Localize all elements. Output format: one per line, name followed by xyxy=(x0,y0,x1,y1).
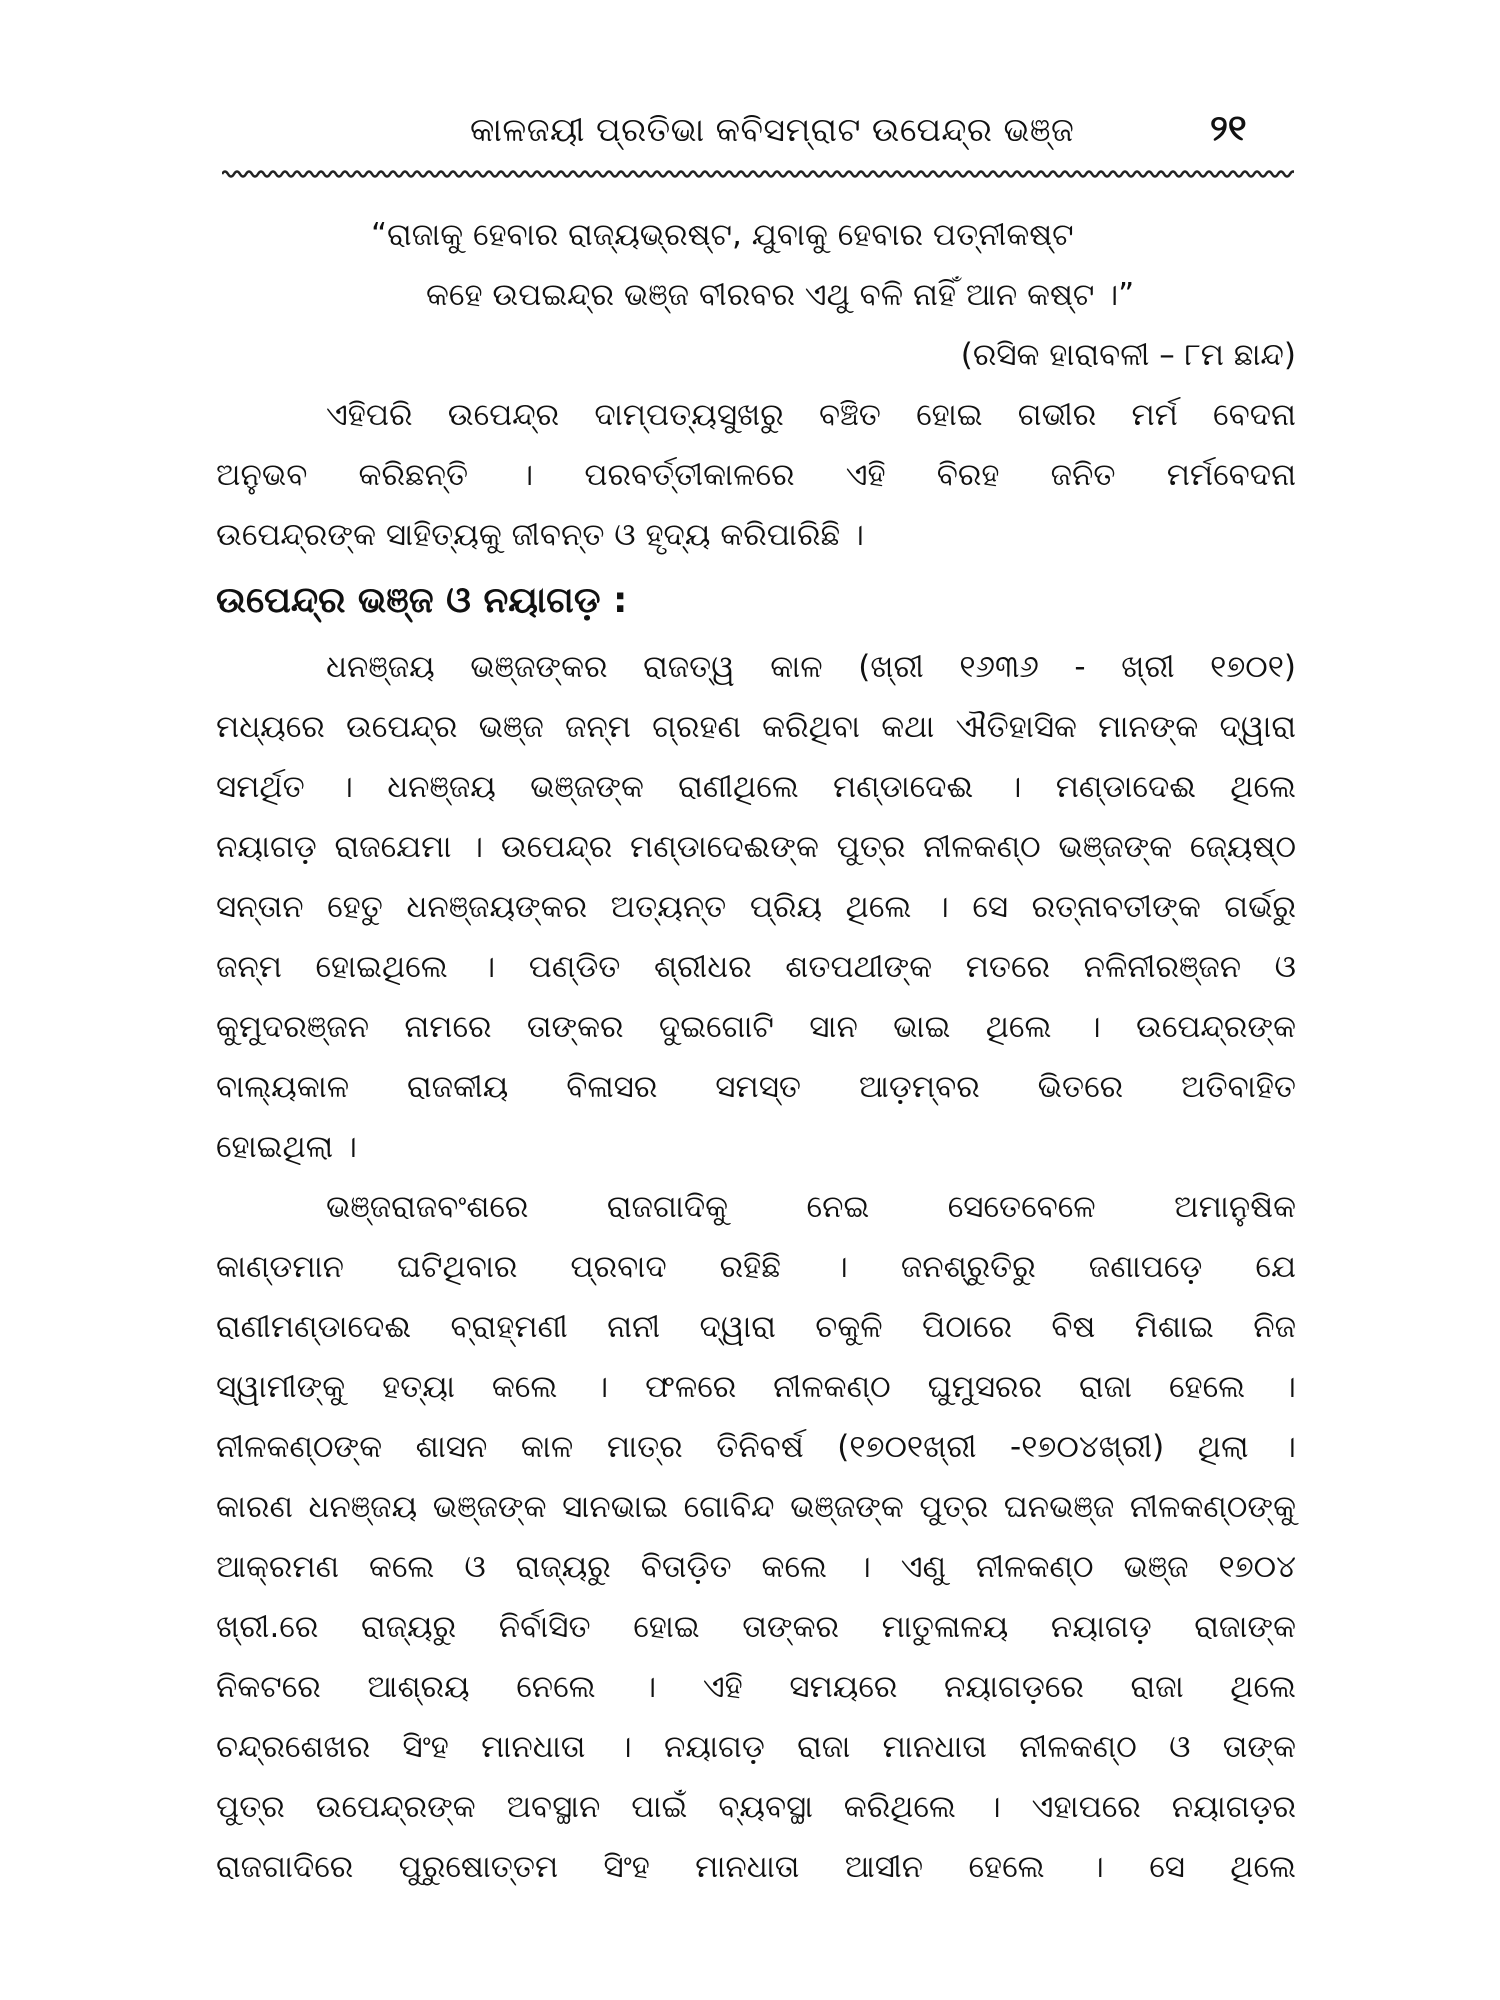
paragraph-line: ଅନୁଭବ କରିଛନ୍ତି । ପରବର୍ତ୍ତୀକାଳରେ ଏହି ବିରହ ଜନିତ ମର୍ମବେଦନା xyxy=(216,457,1296,493)
page-body xyxy=(216,205,1296,1897)
paragraph-line: ମଧ୍ୟରେ ଉପେନ୍ଦ୍ର ଭଞ୍ଜ ଜନ୍ମ ଗ୍ରହଣ କରିଥିବା କଥା ଐତିହାସିକ ମାନଙ୍କ ଦ୍ୱାରା xyxy=(216,709,1296,745)
section-heading: ଉପେନ୍ଦ୍ର ଭଞ୍ଜ ଓ ନୟାଗଡ଼ : xyxy=(216,580,628,621)
paragraph-line: ଖ୍ରୀ.ରେ ରାଜ୍ୟରୁ ନିର୍ବାସିତ ହୋଇ ତାଙ୍କର ମାତୁଳାଳୟ ନୟାଗଡ଼ ରାଜାଙ୍କ xyxy=(216,1609,1296,1645)
paragraph-line: ଧନଞ୍ଜୟ ଭଞ୍ଜଙ୍କର ରାଜତ୍ୱ କାଳ (ଖ୍ରୀ ୧୬୩୬ - ଖ୍ରୀ ୧୭୦୧) xyxy=(326,649,1296,685)
paragraph-line: ସମର୍ଥିତ । ଧନଞ୍ଜୟ ଭଞ୍ଜଙ୍କ ରାଣୀଥିଲେ ମଣ୍ଡାଦେଈ । ମଣ୍ଡାଦେଈ ଥିଲେ xyxy=(216,769,1296,805)
paragraph-line: ଜନ୍ମ ହୋଇଥିଲେ । ପଣ୍ଡିତ ଶ୍ରୀଧର ଶତପଥୀଙ୍କ ମତରେ ନଳିନୀରଞ୍ଜନ ଓ xyxy=(216,949,1296,985)
paragraph-line: ନୀଳକଣ୍ଠଙ୍କ ଶାସନ କାଳ ମାତ୍ର ତିନିବର୍ଷ (୧୭୦୧ଖ୍ରୀ -୧୭୦୪ଖ୍ରୀ) ଥିଲା । xyxy=(216,1429,1296,1465)
wavy-divider xyxy=(222,168,1294,180)
paragraph-line: ଭଞ୍ଜରାଜବଂଶରେ ରାଜଗାଦିକୁ ନେଇ ସେତେବେଳେ ଅମାନୁଷିକ xyxy=(326,1189,1296,1225)
page-number: ୨୧ xyxy=(1210,108,1247,149)
paragraph-line: ରାଜଗାଦିରେ ପୁରୁଷୋତ୍ତମ ସିଂହ ମାନଧାତା ଆସୀନ ହେଲେ । ସେ ଥିଲେ xyxy=(216,1849,1296,1885)
paragraph-line: ଏହିପରି ଉପେନ୍ଦ୍ର ଦାମ୍ପତ୍ୟସୁଖରୁ ବଞ୍ଚିତ ହୋଇ ଗଭୀର ମର୍ମ ବେଦନା xyxy=(326,397,1296,433)
paragraph-line: ସ୍ୱାମୀଙ୍କୁ ହତ୍ୟା କଲେ । ଫଳରେ ନୀଳକଣ୍ଠ ଘୁମୁସରର ରାଜା ହେଲେ । xyxy=(216,1369,1296,1405)
paragraph-line: ଚନ୍ଦ୍ରଶେଖର ସିଂହ ମାନଧାତା । ନୟାଗଡ଼ ରାଜା ମାନଧାତା ନୀଳକଣ୍ଠ ଓ ତାଙ୍କ xyxy=(216,1729,1296,1765)
paragraph-line: ଆକ୍ରମଣ କଲେ ଓ ରାଜ୍ୟରୁ ବିତାଡ଼ିତ କଲେ । ଏଣୁ ନୀଳକଣ୍ଠ ଭଞ୍ଜ ୧୭୦୪ xyxy=(216,1549,1296,1585)
paragraph-line: ହୋଇଥିଲା । xyxy=(216,1129,357,1165)
paragraph-line: କୁମୁଦରଞ୍ଜନ ନାମରେ ତାଙ୍କର ଦୁଇଗୋଟି ସାନ ଭାଇ ଥିଲେ । ଉପେନ୍ଦ୍ରଙ୍କ xyxy=(216,1009,1296,1045)
paragraph-line: ପୁତ୍ର ଉପେନ୍ଦ୍ରଙ୍କ ଅବସ୍ଥାନ ପାଇଁ ବ୍ୟବସ୍ଥା କରିଥିଲେ । ଏହାପରେ ନୟାଗଡ଼ର xyxy=(216,1789,1296,1825)
paragraph-line: କାରଣ ଧନଞ୍ଜୟ ଭଞ୍ଜଙ୍କ ସାନଭାଇ ଗୋବିନ୍ଦ ଭଞ୍ଜଙ୍କ ପୁତ୍ର ଘନଭଞ୍ଜ ନୀଳକଣ୍ଠଙ୍କୁ xyxy=(216,1489,1296,1525)
running-title: କାଳଜୟୀ ପ୍ରତିଭା କବିସମ୍ରାଟ ଉପେନ୍ଦ୍ର ଭଞ୍ଜ xyxy=(470,110,1075,149)
quote-line: କହେ ଉପଇନ୍ଦ୍ର ଭଞ୍ଜ ବୀରବର ଏଥୁ ବଳି ନାହିଁ ଆନ କଷ୍ଟ ।” xyxy=(426,277,1135,313)
paragraph-line: ଉପେନ୍ଦ୍ରଙ୍କ ସାହିତ୍ୟକୁ ଜୀବନ୍ତ ଓ ହୃଦ୍ୟ କରିପାରିଛି । xyxy=(216,517,864,553)
paragraph-line: ନିକଟରେ ଆଶ୍ରୟ ନେଲେ । ଏହି ସମୟରେ ନୟାଗଡ଼ରେ ରାଜା ଥିଲେ xyxy=(216,1669,1296,1705)
paragraph-line: ନୟାଗଡ଼ ରାଜଯେମା । ଉପେନ୍ଦ୍ର ମଣ୍ଡାଦେଈଙ୍କ ପୁତ୍ର ନୀଳକଣ୍ଠ ଭଞ୍ଜଙ୍କ ଜ୍ୟେଷ୍ଠ xyxy=(216,829,1296,865)
paragraph-line: ସନ୍ତାନ ହେତୁ ଧନଞ୍ଜୟଙ୍କର ଅତ୍ୟନ୍ତ ପ୍ରିୟ ଥିଲେ । ସେ ରତ୍ନାବତୀଙ୍କ ଗର୍ଭରୁ xyxy=(216,889,1296,925)
paragraph-line: କାଣ୍ଡମାନ ଘଟିଥିବାର ପ୍ରବାଦ ରହିଛି । ଜନଶ୍ରୁତିରୁ ଜଣାପଡ଼େ ଯେ xyxy=(216,1249,1296,1285)
quote-line: “ରାଜାକୁ ହେବାର ରାଜ୍ୟଭ୍ରଷ୍ଟ, ଯୁବାକୁ ହେବାର ପତ୍ନୀକଷ୍ଟ xyxy=(371,217,1074,253)
paragraph-line: ବାଲ୍ୟକାଳ ରାଜକୀୟ ବିଳାସର ସମସ୍ତ ଆଡ଼ମ୍ବର ଭିତରେ ଅତିବାହିତ xyxy=(216,1069,1296,1105)
quote-citation: (ରସିକ ହାରାବଳୀ – ୮ମ ଛାନ୍ଦ) xyxy=(960,337,1296,373)
paragraph-line: ରାଣୀମଣ୍ଡାଦେଈ ବ୍ରାହ୍ମଣୀ ନାନୀ ଦ୍ୱାରା ଚକୁଳି ପିଠାରେ ବିଷ ମିଶାଇ ନିଜ xyxy=(216,1309,1296,1345)
